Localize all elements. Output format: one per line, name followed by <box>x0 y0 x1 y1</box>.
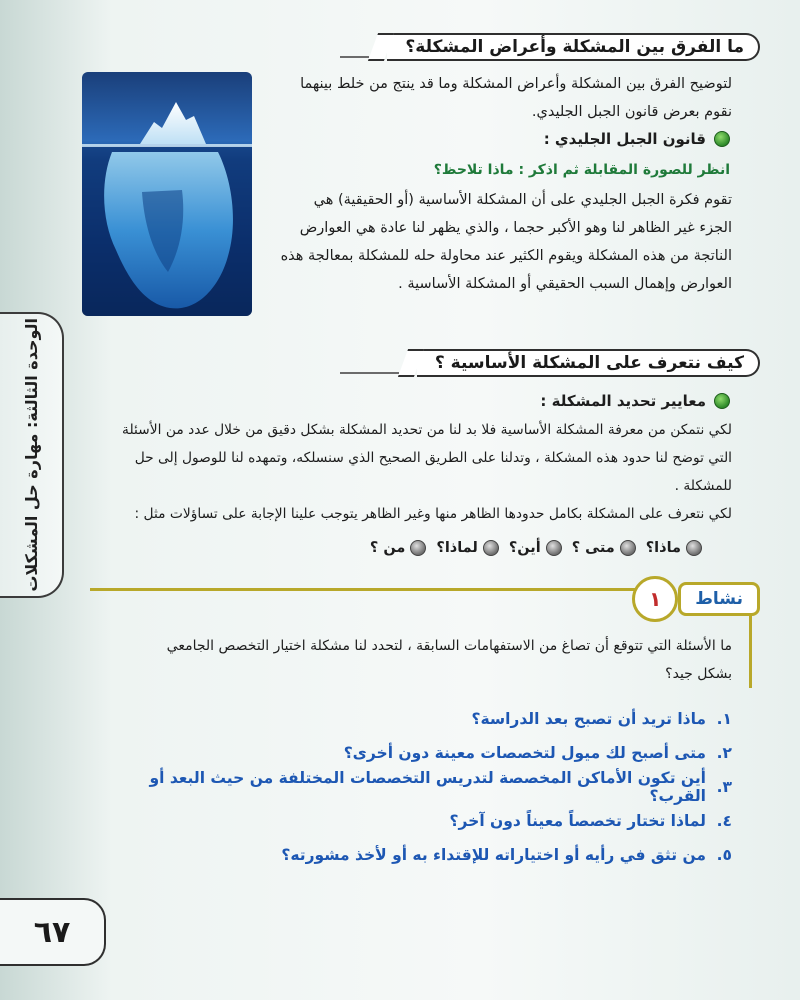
body-line: الجزء غير الظاهر لنا وهو الأكبر حجما ، والذي يظهر لنا عادة هي العوارض <box>299 220 732 236</box>
activity-label: نشاط <box>678 582 760 616</box>
section-title: كيف نتعرف على المشكلة الأساسية ؟ <box>417 349 760 377</box>
green-bullet-icon <box>714 131 730 147</box>
activity-badge <box>632 576 752 622</box>
question-word: من ؟ <box>370 540 427 556</box>
activity-number: ١ <box>632 576 678 622</box>
activity-prompt <box>92 632 732 688</box>
intro-line: نقوم بعرض قانون الجبل الجليدي. <box>531 104 732 120</box>
question-word: أين؟ <box>509 540 562 556</box>
intro-paragraph <box>262 70 732 126</box>
page-number: ٦٧ <box>0 898 106 966</box>
prompt-line: بشكل جيد؟ <box>665 666 732 682</box>
activity-divider <box>90 588 670 591</box>
activity-questions-list <box>92 702 732 872</box>
list-item: ٤. لماذا تختار تخصصاً معيناً دون آخر؟ <box>449 812 732 830</box>
iceberg-illustration <box>82 72 252 316</box>
bullet-text: قانون الجبل الجليدي : <box>543 130 706 148</box>
observe-note: انظر للصورة المقابلة ثم اذكر : ماذا تلاحظ؟ <box>433 162 730 178</box>
criteria-paragraph <box>92 416 732 528</box>
unit-side-tab <box>0 312 64 598</box>
bullet-text: معايير تحديد المشكلة : <box>540 392 706 410</box>
gray-bullet-icon <box>620 540 636 556</box>
activity-side-rule <box>749 612 752 688</box>
list-item: ٢. متى أصبح لك ميول لتخصصات معينة دون أخرى؟ <box>343 744 732 762</box>
question-word: متى ؟ <box>572 540 636 556</box>
intro-line: لتوضيح الفرق بين المشكلة وأعراض المشكلة وما قد ينتج من خلط بينهما <box>300 76 732 92</box>
body-line: للمشكلة . <box>674 478 732 494</box>
section-header-core-problem <box>340 346 760 380</box>
gray-bullet-icon <box>686 540 702 556</box>
body-line: الناتجة من هذه المشكلة ويقوم الكثير عند محاولة حله للمشكلة بمعالجة هذه <box>280 248 732 264</box>
unit-title: الوحدة الثالثة: مهارة حل المشكلات <box>21 318 41 592</box>
gray-bullet-icon <box>546 540 562 556</box>
section-title: ما الفرق بين المشكلة وأعراض المشكلة؟ <box>387 33 760 61</box>
gray-bullet-icon <box>410 540 426 556</box>
iceberg-law-bullet <box>544 130 730 148</box>
gray-bullet-icon <box>483 540 499 556</box>
iceberg-paragraph <box>262 186 732 298</box>
body-line: لكي نتعرف على المشكلة بكامل حدودها الظاهر منها وغير الظاهر يتوجب علينا الإجابة على تساؤلات مثل : <box>134 506 732 522</box>
header-rule <box>340 372 399 374</box>
body-line: تقوم فكرة الجبل الجليدي على أن المشكلة الأساسية (أو الحقيقية) هي <box>313 192 732 208</box>
body-line: لكي نتمكن من معرفة المشكلة الأساسية فلا بد لنا من تحديد المشكلة بشكل دقيق من خلال عدد من الأسئلة <box>122 422 732 438</box>
header-rule <box>340 56 369 58</box>
question-word: لماذا؟ <box>436 540 498 556</box>
question-word: ماذا؟ <box>646 540 702 556</box>
iceberg-image <box>82 72 252 316</box>
green-bullet-icon <box>714 393 730 409</box>
prompt-line: ما الأسئلة التي تتوقع أن تصاغ من الاستفهامات السابقة ، لتحدد لنا مشكلة اختيار التخصص الجامعي <box>166 638 732 654</box>
section-header-difference <box>340 30 760 64</box>
body-line: التي توضح لنا حدود هذه المشكلة ، وتدلنا على الطريق الصحيح الذي سنسلكه، وتمهده لنا للوصول إلى حل <box>134 450 732 466</box>
criteria-bullet <box>540 392 730 410</box>
list-item: ١. ماذا تريد أن تصبح بعد الدراسة؟ <box>471 710 732 728</box>
list-item: ٣. أين تكون الأماكن المخصصة لتدريس التخصصات المختلفة من حيث البعد أو القرب؟ <box>149 769 732 805</box>
list-item: ٥. من تثق في رأيه أو اختياراته للإقتداء به أو لأخذ مشورته؟ <box>281 846 732 864</box>
body-line: العوارض وإهمال السبب الحقيقي أو المشكلة الأساسية . <box>398 276 732 292</box>
question-words-row <box>370 540 702 556</box>
